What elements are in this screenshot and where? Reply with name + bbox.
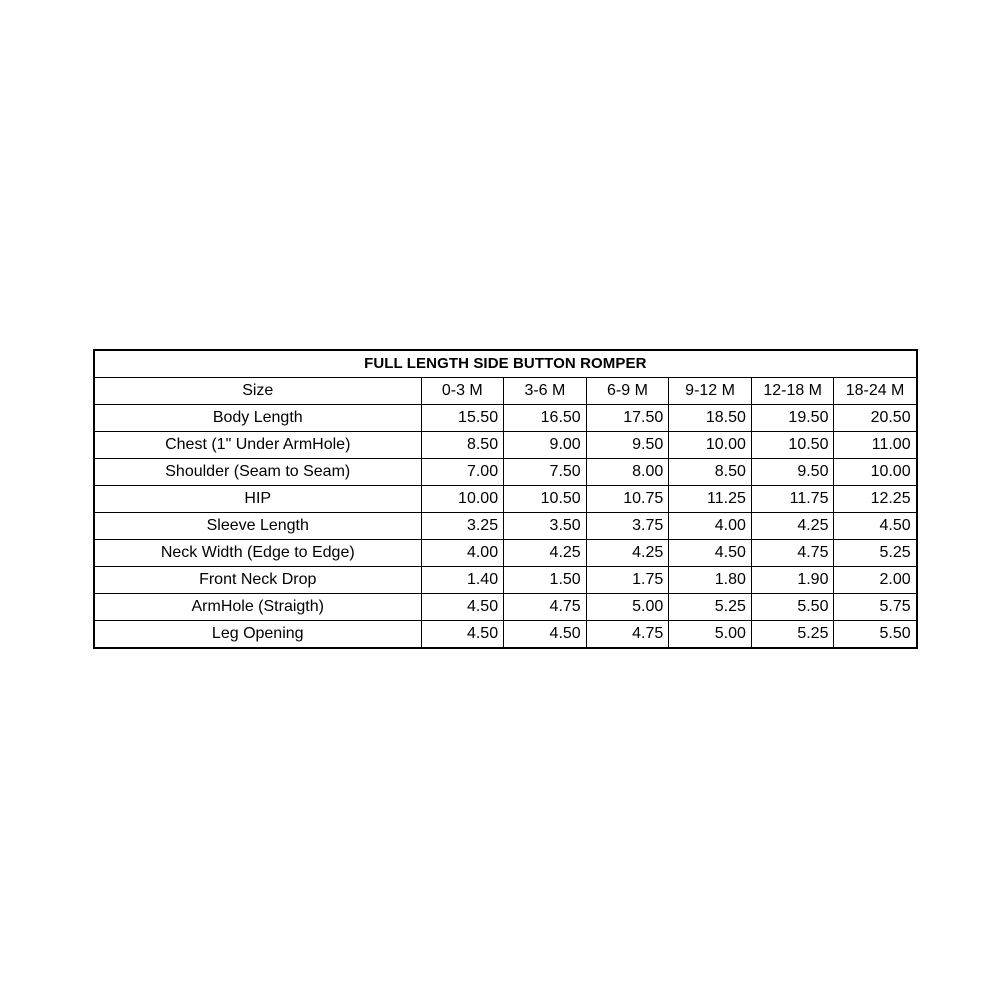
- measurement-label: Neck Width (Edge to Edge): [94, 540, 421, 567]
- measurement-value: 4.50: [669, 540, 752, 567]
- measurement-value: 12.25: [834, 486, 917, 513]
- measurement-value: 4.50: [834, 513, 917, 540]
- measurement-value: 17.50: [586, 405, 669, 432]
- measurement-label: HIP: [94, 486, 421, 513]
- measurement-value: 3.50: [504, 513, 587, 540]
- measurement-value: 4.50: [504, 621, 587, 649]
- measurement-value: 10.75: [586, 486, 669, 513]
- measurement-value: 5.25: [751, 621, 834, 649]
- measurement-value: 5.50: [834, 621, 917, 649]
- measurement-value: 19.50: [751, 405, 834, 432]
- measurement-value: 10.50: [751, 432, 834, 459]
- measurement-value: 10.00: [669, 432, 752, 459]
- measurement-label: Sleeve Length: [94, 513, 421, 540]
- measurement-value: 4.25: [586, 540, 669, 567]
- measurement-label: Body Length: [94, 405, 421, 432]
- measurement-value: 3.75: [586, 513, 669, 540]
- measurement-value: 8.00: [586, 459, 669, 486]
- measurement-value: 4.50: [421, 621, 504, 649]
- measurement-value: 1.50: [504, 567, 587, 594]
- measurement-value: 9.00: [504, 432, 587, 459]
- measurement-value: 1.75: [586, 567, 669, 594]
- title-row: [94, 350, 917, 378]
- table-row: [94, 459, 917, 486]
- measurement-value: 20.50: [834, 405, 917, 432]
- measurement-value: 4.25: [751, 513, 834, 540]
- measurement-value: 4.75: [751, 540, 834, 567]
- measurement-value: 10.50: [504, 486, 587, 513]
- measurement-value: 9.50: [586, 432, 669, 459]
- measurement-value: 11.00: [834, 432, 917, 459]
- table-row: [94, 513, 917, 540]
- measurement-label: ArmHole (Straigth): [94, 594, 421, 621]
- size-header-cell: 12-18 M: [751, 378, 834, 405]
- table-row: [94, 486, 917, 513]
- table-row: [94, 540, 917, 567]
- measurement-value: 5.00: [586, 594, 669, 621]
- measurement-rows: [94, 405, 917, 649]
- measurement-value: 8.50: [421, 432, 504, 459]
- measurement-label: Leg Opening: [94, 621, 421, 649]
- measurement-label: Shoulder (Seam to Seam): [94, 459, 421, 486]
- measurement-value: 10.00: [421, 486, 504, 513]
- measurement-value: 4.00: [669, 513, 752, 540]
- size-header-row: [94, 378, 917, 405]
- table-row: [94, 567, 917, 594]
- measurement-value: 8.50: [669, 459, 752, 486]
- size-header-cell: 0-3 M: [421, 378, 504, 405]
- table-row: [94, 432, 917, 459]
- measurement-value: 1.40: [421, 567, 504, 594]
- measurement-value: 1.80: [669, 567, 752, 594]
- measurement-value: 7.00: [421, 459, 504, 486]
- measurement-label: Front Neck Drop: [94, 567, 421, 594]
- measurement-value: 3.25: [421, 513, 504, 540]
- measurement-value: 11.25: [669, 486, 752, 513]
- measurement-value: 11.75: [751, 486, 834, 513]
- measurement-value: 5.75: [834, 594, 917, 621]
- size-header-cell: 3-6 M: [504, 378, 587, 405]
- measurement-value: 5.00: [669, 621, 752, 649]
- measurement-value: 5.25: [669, 594, 752, 621]
- measurement-value: 4.50: [421, 594, 504, 621]
- measurement-value: 4.75: [586, 621, 669, 649]
- measurement-value: 2.00: [834, 567, 917, 594]
- size-chart-table: [93, 349, 918, 649]
- measurement-value: 16.50: [504, 405, 587, 432]
- measurement-value: 10.00: [834, 459, 917, 486]
- size-header-cell: 18-24 M: [834, 378, 917, 405]
- table-row: [94, 621, 917, 649]
- measurement-value: 5.50: [751, 594, 834, 621]
- size-header-label: Size: [94, 378, 421, 405]
- measurement-value: 18.50: [669, 405, 752, 432]
- measurement-value: 5.25: [834, 540, 917, 567]
- measurement-value: 4.00: [421, 540, 504, 567]
- table-row: [94, 594, 917, 621]
- measurement-value: 15.50: [421, 405, 504, 432]
- table-row: [94, 405, 917, 432]
- measurement-value: 1.90: [751, 567, 834, 594]
- measurement-value: 9.50: [751, 459, 834, 486]
- measurement-value: 7.50: [504, 459, 587, 486]
- measurement-label: Chest (1" Under ArmHole): [94, 432, 421, 459]
- table-title: FULL LENGTH SIDE BUTTON ROMPER: [94, 350, 917, 378]
- size-header-cell: 9-12 M: [669, 378, 752, 405]
- measurement-value: 4.25: [504, 540, 587, 567]
- size-header-cell: 6-9 M: [586, 378, 669, 405]
- measurement-value: 4.75: [504, 594, 587, 621]
